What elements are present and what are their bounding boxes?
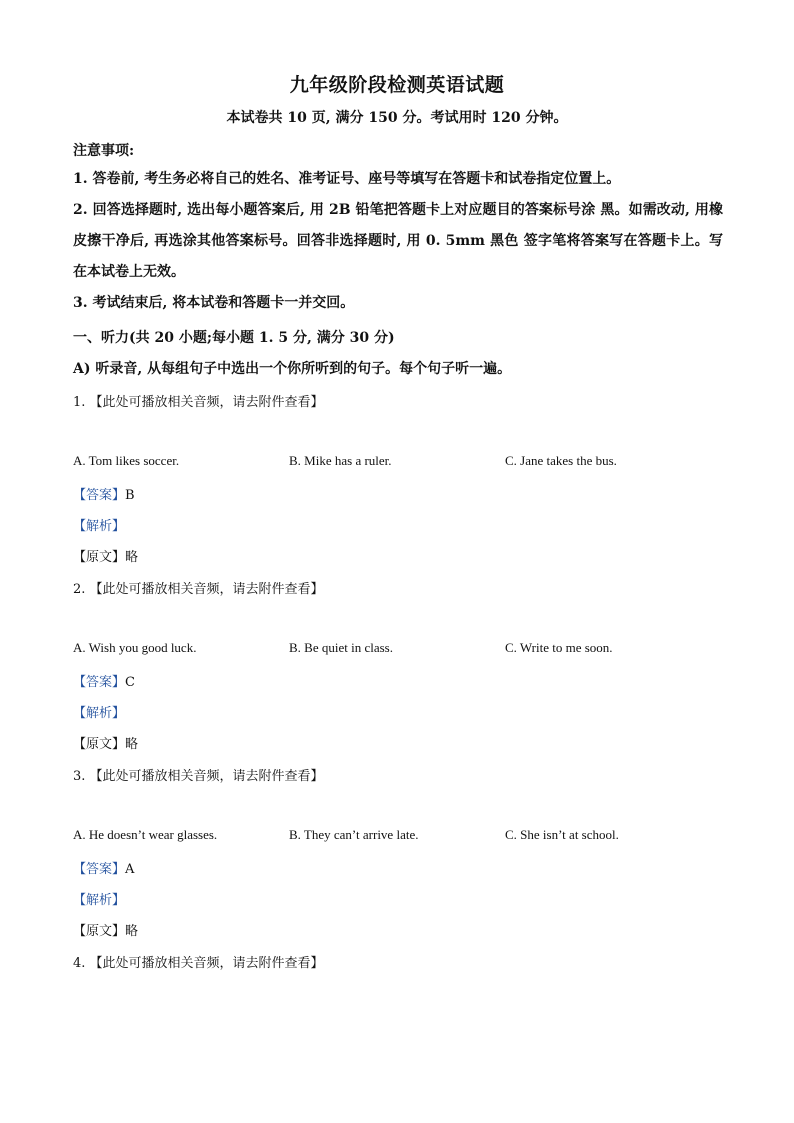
option-b: B. Be quiet in class. xyxy=(289,640,393,655)
answer-line xyxy=(73,858,134,877)
section-heading: 一、听力(共 20 小题;每小题 1. 5 分, 满分 30 分) xyxy=(73,330,395,346)
option-a: A. Wish you good luck. xyxy=(73,640,197,655)
question-prompt: 1. 【此处可播放相关音频，请去附件查看】 xyxy=(73,395,324,410)
option-b: B. Mike has a ruler. xyxy=(289,453,392,468)
question-prompt: 2. 【此处可播放相关音频，请去附件查看】 xyxy=(73,582,324,597)
answer-value: C xyxy=(125,675,135,690)
exam-info: 本试卷共 10 页, 满分 150 分。考试用时 120 分钟。 xyxy=(226,110,568,126)
answer-value: A xyxy=(125,862,135,877)
option-c: C. She isn’t at school. xyxy=(505,827,619,842)
original-line xyxy=(73,920,138,939)
analysis-line xyxy=(73,702,125,721)
original-label: 【原文】 xyxy=(73,550,126,565)
analysis-label: 【解析】 xyxy=(73,519,126,534)
note-item-2: 2. 回答选择题时, 选出每小题答案后, 用 2B 铅笔把答题卡上对应题目的答案标号涂 黑。如需改动, 用橡皮擦干净后, 再选涂其他答案标号。回答非选择题时, 用 0. 5mm 黑色 签字笔将答案写在答题卡上。写在本试卷上无效。 xyxy=(73,202,723,280)
answer-label: 【答案】 xyxy=(73,675,126,690)
part-a-instructions: A) 听录音, 从每组句子中选出一个你所听到的句子。每个句子听一遍。 xyxy=(73,361,512,377)
original-value: 略 xyxy=(125,550,139,565)
answer-label: 【答案】 xyxy=(73,862,126,877)
option-a: A. He doesn’t wear glasses. xyxy=(73,827,218,842)
answer-label: 【答案】 xyxy=(73,488,126,503)
analysis-line xyxy=(73,515,125,534)
question-prompt: 4. 【此处可播放相关音频，请去附件查看】 xyxy=(73,956,324,971)
original-label: 【原文】 xyxy=(73,737,126,752)
original-line xyxy=(73,546,138,565)
original-label: 【原文】 xyxy=(73,924,126,939)
option-a: A. Tom likes soccer. xyxy=(73,453,180,468)
question-prompt: 3. 【此处可播放相关音频，请去附件查看】 xyxy=(73,769,324,784)
answer-line xyxy=(73,671,135,690)
original-line xyxy=(73,733,138,752)
option-b: B. They can’t arrive late. xyxy=(289,827,419,842)
answer-value: B xyxy=(125,488,135,503)
page-title: 九年级阶段检测英语试题 xyxy=(289,74,505,96)
original-value: 略 xyxy=(125,924,139,939)
answer-line xyxy=(73,484,135,503)
analysis-label: 【解析】 xyxy=(73,706,126,721)
original-value: 略 xyxy=(125,737,139,752)
option-c: C. Jane takes the bus. xyxy=(505,453,617,468)
analysis-label: 【解析】 xyxy=(73,893,126,908)
option-c: C. Write to me soon. xyxy=(505,640,613,655)
notes-heading: 注意事项: xyxy=(73,143,135,159)
note-item-3: 3. 考试结束后, 将本试卷和答题卡一并交回。 xyxy=(73,295,355,311)
note-item-1: 1. 答卷前, 考生务必将自己的姓名、准考证号、座号等填写在答题卡和试卷指定位置上。 xyxy=(73,171,621,187)
analysis-line xyxy=(73,889,125,908)
